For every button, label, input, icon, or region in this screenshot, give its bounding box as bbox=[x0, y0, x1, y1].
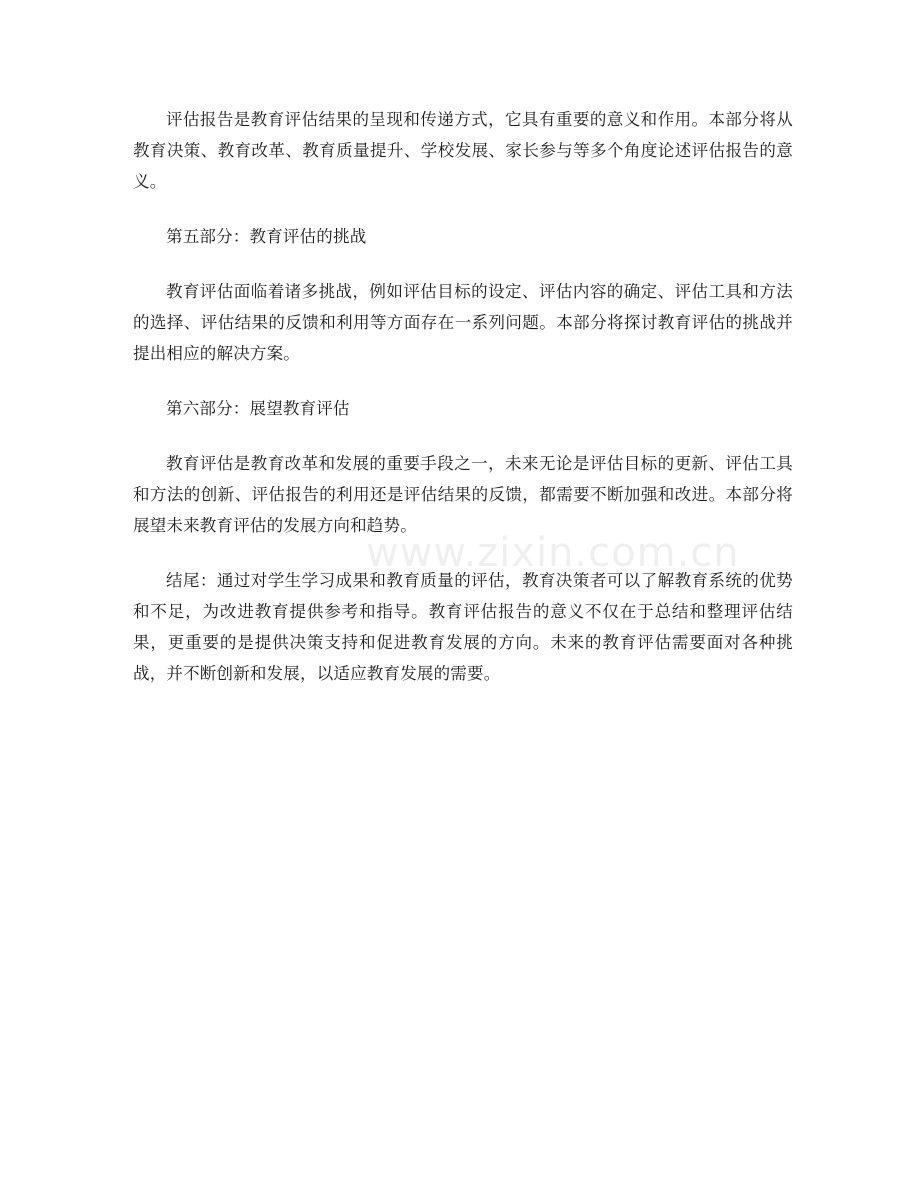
paragraph-conclusion: 结尾：通过对学生学习成果和教育质量的评估，教育决策者可以了解教育系统的优势和不足，为改进教育提供参考和指导。教育评估报告的意义不仅在于总结和整理评估结果，更重要的是提供决策支持和促进教育发展的方向。未来的教育评估需要面对各种挑战，并不断创新和发展，以适应教育发展的需要。 bbox=[133, 571, 793, 683]
section-heading-part-five: 第五部分：教育评估的挑战 bbox=[166, 227, 367, 246]
paragraph-outlook: 教育评估是教育改革和发展的重要手段之一，未来无论是评估目标的更新、评估工具和方法的创新、评估报告的利用还是评估结果的反馈，都需要不断加强和改进。本部分将展望未来教育评估的发展方向和趋势。 bbox=[133, 454, 793, 535]
section-heading-part-six: 第六部分：展望教育评估 bbox=[166, 399, 350, 418]
paragraph-challenges: 教育评估面临着诸多挑战，例如评估目标的设定、评估内容的确定、评估工具和方法的选择、评估结果的反馈和利用等方面存在一系列问题。本部分将探讨教育评估的挑战并提出相应的解决方案。 bbox=[133, 282, 793, 363]
watermark: www.zixin.com.cn bbox=[366, 530, 740, 576]
document-body bbox=[133, 104, 793, 713]
paragraph-report-significance: 评估报告是教育评估结果的呈现和传递方式，它具有重要的意义和作用。本部分将从教育决策、教育改革、教育质量提升、学校发展、家长参与等多个角度论述评估报告的意义。 bbox=[133, 110, 793, 191]
